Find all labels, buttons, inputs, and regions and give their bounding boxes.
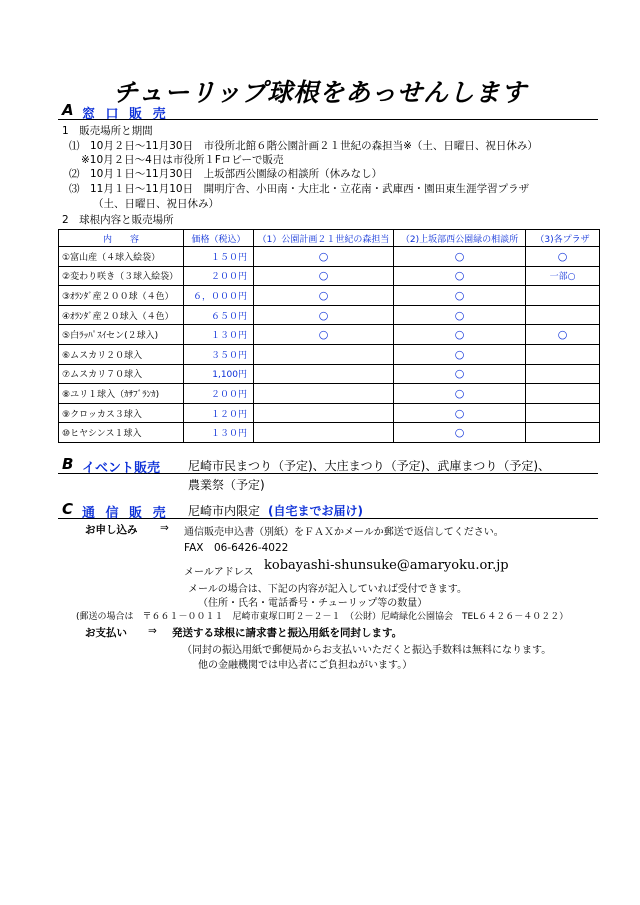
payment-note-1: （同封の振込用紙で郵便局からお支払いいただくと振込手数料は無料になります。 [182, 645, 552, 656]
row-location-1-mark [254, 364, 394, 384]
mail-note-1: メールの場合は、下記の内容が記入していれば受付できます。 [188, 584, 467, 595]
row-name: ⑤白ﾗｯﾊﾟｽｲセン(２球入) [59, 325, 184, 345]
row-location-1-mark: ○ [254, 325, 394, 345]
row-name: ⑧ユリ１球入（ｶｻﾌﾞﾗﾝｶ) [59, 384, 184, 404]
header-location-1: （1）公園計画２１世紀の森担当 [254, 230, 394, 247]
row-location-1-mark [254, 344, 394, 364]
row-location-2-mark: ○ [394, 423, 526, 443]
header-content: 内 容 [59, 230, 184, 247]
apply-arrow: ⇒ [160, 522, 169, 534]
section-b-header [58, 457, 598, 474]
row-location-2-mark: ○ [394, 266, 526, 286]
table-row [59, 344, 600, 364]
mail-note-2: （住所・氏名・電話番号・チューリップ等の数量） [198, 598, 428, 609]
row-price: １３０円 [184, 325, 254, 345]
section-c-letter: C [62, 500, 74, 518]
row-name: ④ｵﾗﾝﾀﾞ産２０球入（４色） [59, 305, 184, 325]
row-location-1-mark: ○ [254, 247, 394, 267]
row-location-3-mark: 一部○ [526, 266, 600, 286]
row-name: ⑥ムスカリ２０球入 [59, 344, 184, 364]
row-location-2-mark: ○ [394, 247, 526, 267]
section-c-area-note: (自宅までお届け) [268, 504, 363, 518]
row-location-3-mark: ○ [526, 325, 600, 345]
sales-line-2: ⑵ 10月１日～11月30日 上坂部西公園緑の相談所（休みなし） [69, 168, 383, 180]
row-price: ６，０００円 [184, 286, 254, 306]
row-location-2-mark: ○ [394, 384, 526, 404]
row-location-1-mark: ○ [254, 305, 394, 325]
table-row [59, 305, 600, 325]
section-b-heading: イベント販売 [82, 461, 161, 476]
row-location-3-mark [526, 403, 600, 423]
row-location-2-mark: ○ [394, 286, 526, 306]
row-location-2-mark: ○ [394, 403, 526, 423]
row-location-3-mark [526, 423, 600, 443]
sales-line-1-note: ※10月２日～4日は市役所１Fロビーで販売 [81, 154, 284, 166]
apply-text: 通信販売申込書（別紙）をＦＡＸかメールか郵送で返信してください。 [184, 527, 504, 538]
row-price: ３５０円 [184, 344, 254, 364]
row-price: １５０円 [184, 247, 254, 267]
row-location-2-mark: ○ [394, 325, 526, 345]
section-c-area: 尼崎市内限定 [188, 504, 261, 518]
row-location-3-mark [526, 286, 600, 306]
table-row [59, 364, 600, 384]
section-b-letter: B [62, 455, 74, 473]
row-location-2-mark: ○ [394, 305, 526, 325]
bulb-content-heading: 2 球根内容と販売場所 [62, 214, 174, 226]
row-location-1-mark: ○ [254, 266, 394, 286]
table-row [59, 286, 600, 306]
payment-note-2: 他の金融機関では申込者にご負担ねがいます。） [198, 660, 413, 671]
row-location-1-mark [254, 403, 394, 423]
row-location-3-mark [526, 305, 600, 325]
row-location-1-mark: ○ [254, 286, 394, 306]
section-a-letter: A [62, 101, 74, 119]
payment-arrow: ⇒ [148, 625, 157, 637]
post-info: (郵送の場合は 〒６６１－００１１ 尼崎市東塚口町２－２－１ （公財）尼崎緑化公園協会 TEL６４２６－４０２２） [76, 612, 569, 622]
header-location-3: （3)各プラザ [526, 230, 600, 247]
row-name: ⑨クロッカス３球入 [59, 403, 184, 423]
header-price: 価格（税込） [184, 230, 254, 247]
page-title: チューリップ球根をあっせんします [112, 78, 527, 107]
row-name: ⑩ヒヤシンス１球入 [59, 423, 184, 443]
row-location-2-mark: ○ [394, 364, 526, 384]
table-row [59, 266, 600, 286]
table-row [59, 247, 600, 267]
row-price: 1,100円 [184, 364, 254, 384]
sales-place-period: 1 販売場所と期間 [62, 125, 153, 137]
sales-line-3-note: （土、日曜日、祝日休み） [93, 198, 219, 210]
table-row [59, 384, 600, 404]
section-c-header [58, 502, 598, 519]
table-row [59, 423, 600, 443]
row-location-1-mark [254, 384, 394, 404]
section-b-events: 尼崎市民まつり（予定)、大庄まつり（予定)、武庫まつり（予定)、 [188, 459, 551, 473]
payment-label: お支払い [85, 627, 127, 639]
row-location-3-mark [526, 384, 600, 404]
apply-label: お申し込み [85, 524, 138, 536]
section-a-header [58, 103, 598, 120]
sales-line-1: ⑴ 10月２日～11月30日 市役所北館６階公園計画２１世紀の森担当※（土、日曜日、祝日休み） [69, 140, 538, 152]
payment-text: 発送する球根に請求書と振込用紙を同封します。 [172, 627, 403, 639]
mail-label: メールアドレス [184, 567, 254, 578]
section-a-heading: 窓 口 販 売 [82, 107, 169, 122]
row-price: ２００円 [184, 384, 254, 404]
row-name: ①富山産（４球入絵袋） [59, 247, 184, 267]
row-location-3-mark [526, 364, 600, 384]
table-header-row [59, 230, 600, 247]
fax-number: FAX 06-6426-4022 [184, 542, 289, 554]
bulb-table [58, 229, 600, 443]
section-c-heading: 通 信 販 売 [82, 506, 169, 521]
row-name: ⑦ムスカリ７０球入 [59, 364, 184, 384]
mail-address[interactable]: kobayashi-shunsuke@amaryoku.or.jp [264, 558, 509, 573]
header-location-2: （2)上坂部西公園緑の相談所 [394, 230, 526, 247]
row-price: ６５０円 [184, 305, 254, 325]
row-name: ③ｵﾗﾝﾀﾞ産２００球（４色） [59, 286, 184, 306]
row-price: ２００円 [184, 266, 254, 286]
row-location-3-mark [526, 344, 600, 364]
row-name: ②変わり咲き（３球入絵袋） [59, 266, 184, 286]
row-location-3-mark: ○ [526, 247, 600, 267]
table-row [59, 403, 600, 423]
sales-line-3: ⑶ 11月１日～11月10日 開明庁舎、小田南・大庄北・立花南・武庫西・園田東生涯学習プラザ [69, 183, 530, 195]
row-location-2-mark: ○ [394, 344, 526, 364]
row-price: １３０円 [184, 423, 254, 443]
row-location-1-mark [254, 423, 394, 443]
table-row [59, 325, 600, 345]
row-price: １２０円 [184, 403, 254, 423]
section-b-events-2: 農業祭（予定) [188, 478, 265, 492]
